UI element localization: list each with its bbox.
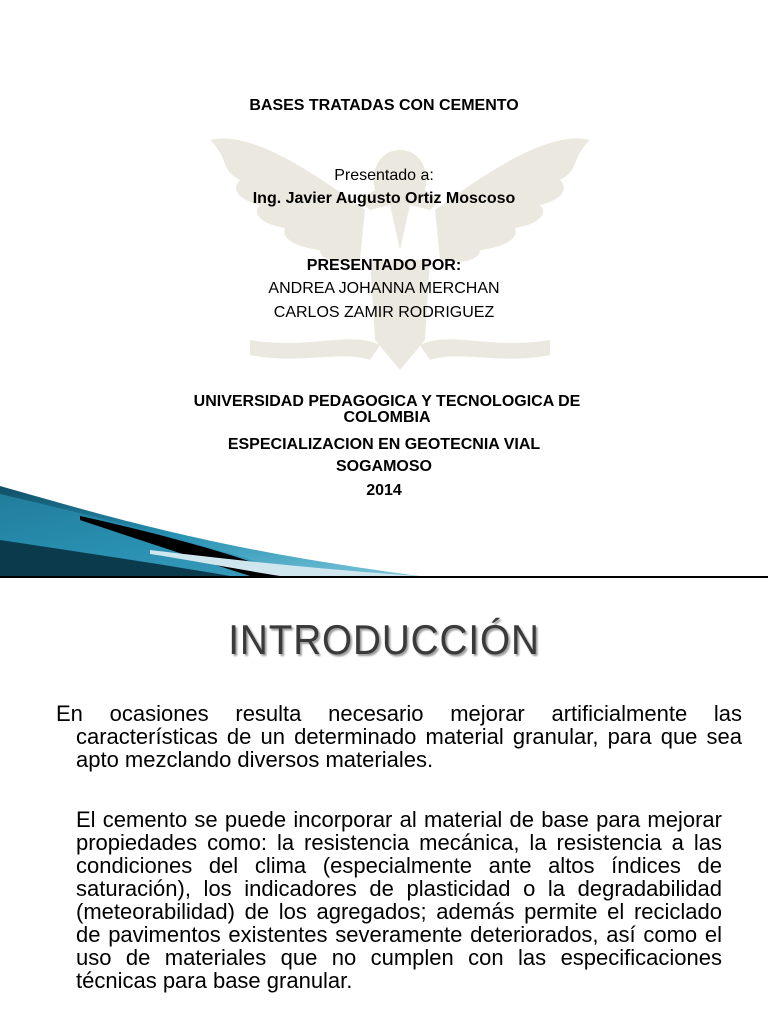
slide-title: BASES TRATADAS CON CEMENTO (249, 97, 519, 114)
city-name: SOGAMOSO (335, 458, 432, 475)
presented-to-label: Presentado a: (334, 167, 434, 184)
university-name: UNIVERSIDAD PEDAGOGICA Y TECNOLOGICA DE COLOMBIA (193, 393, 581, 426)
year: 2014 (366, 482, 402, 499)
section-title: INTRODUCCIÓN (228, 616, 540, 663)
slide-2 (0, 578, 768, 1024)
author-name: CARLOS ZAMIR RODRIGUEZ (273, 304, 495, 321)
swoosh-decoration-icon (0, 480, 420, 576)
presented-by-label: PRESENTADO POR: (306, 257, 462, 274)
paragraph: En ocasiones resulta necesario mejorar artificialmente las características de un determinado material granular, para que sea apto mezclando diversos materiales. (56, 701, 742, 772)
program-name: ESPECIALIZACION EN GEOTECNIA VIAL (227, 436, 541, 453)
advisor-name: Ing. Javier Augusto Ortiz Moscoso (252, 190, 516, 207)
eagle-watermark-icon (190, 110, 610, 400)
author-name: ANDREA JOHANNA MERCHAN (268, 280, 500, 297)
paragraph: El cemento se puede incorporar al material de base para mejorar propiedades como: la resistencia mecánica, la resistencia a las condiciones del clima (especialmente ante altos índices de saturación), los indicadores de plasticidad o la degradabilidad (meteorabilidad) de los agregados; además permite el reciclado de pavimentos existentes severamente deteriorados, así como el uso de materiales que no cumplen con las especificaciones técnicas para base granular. (76, 807, 722, 993)
